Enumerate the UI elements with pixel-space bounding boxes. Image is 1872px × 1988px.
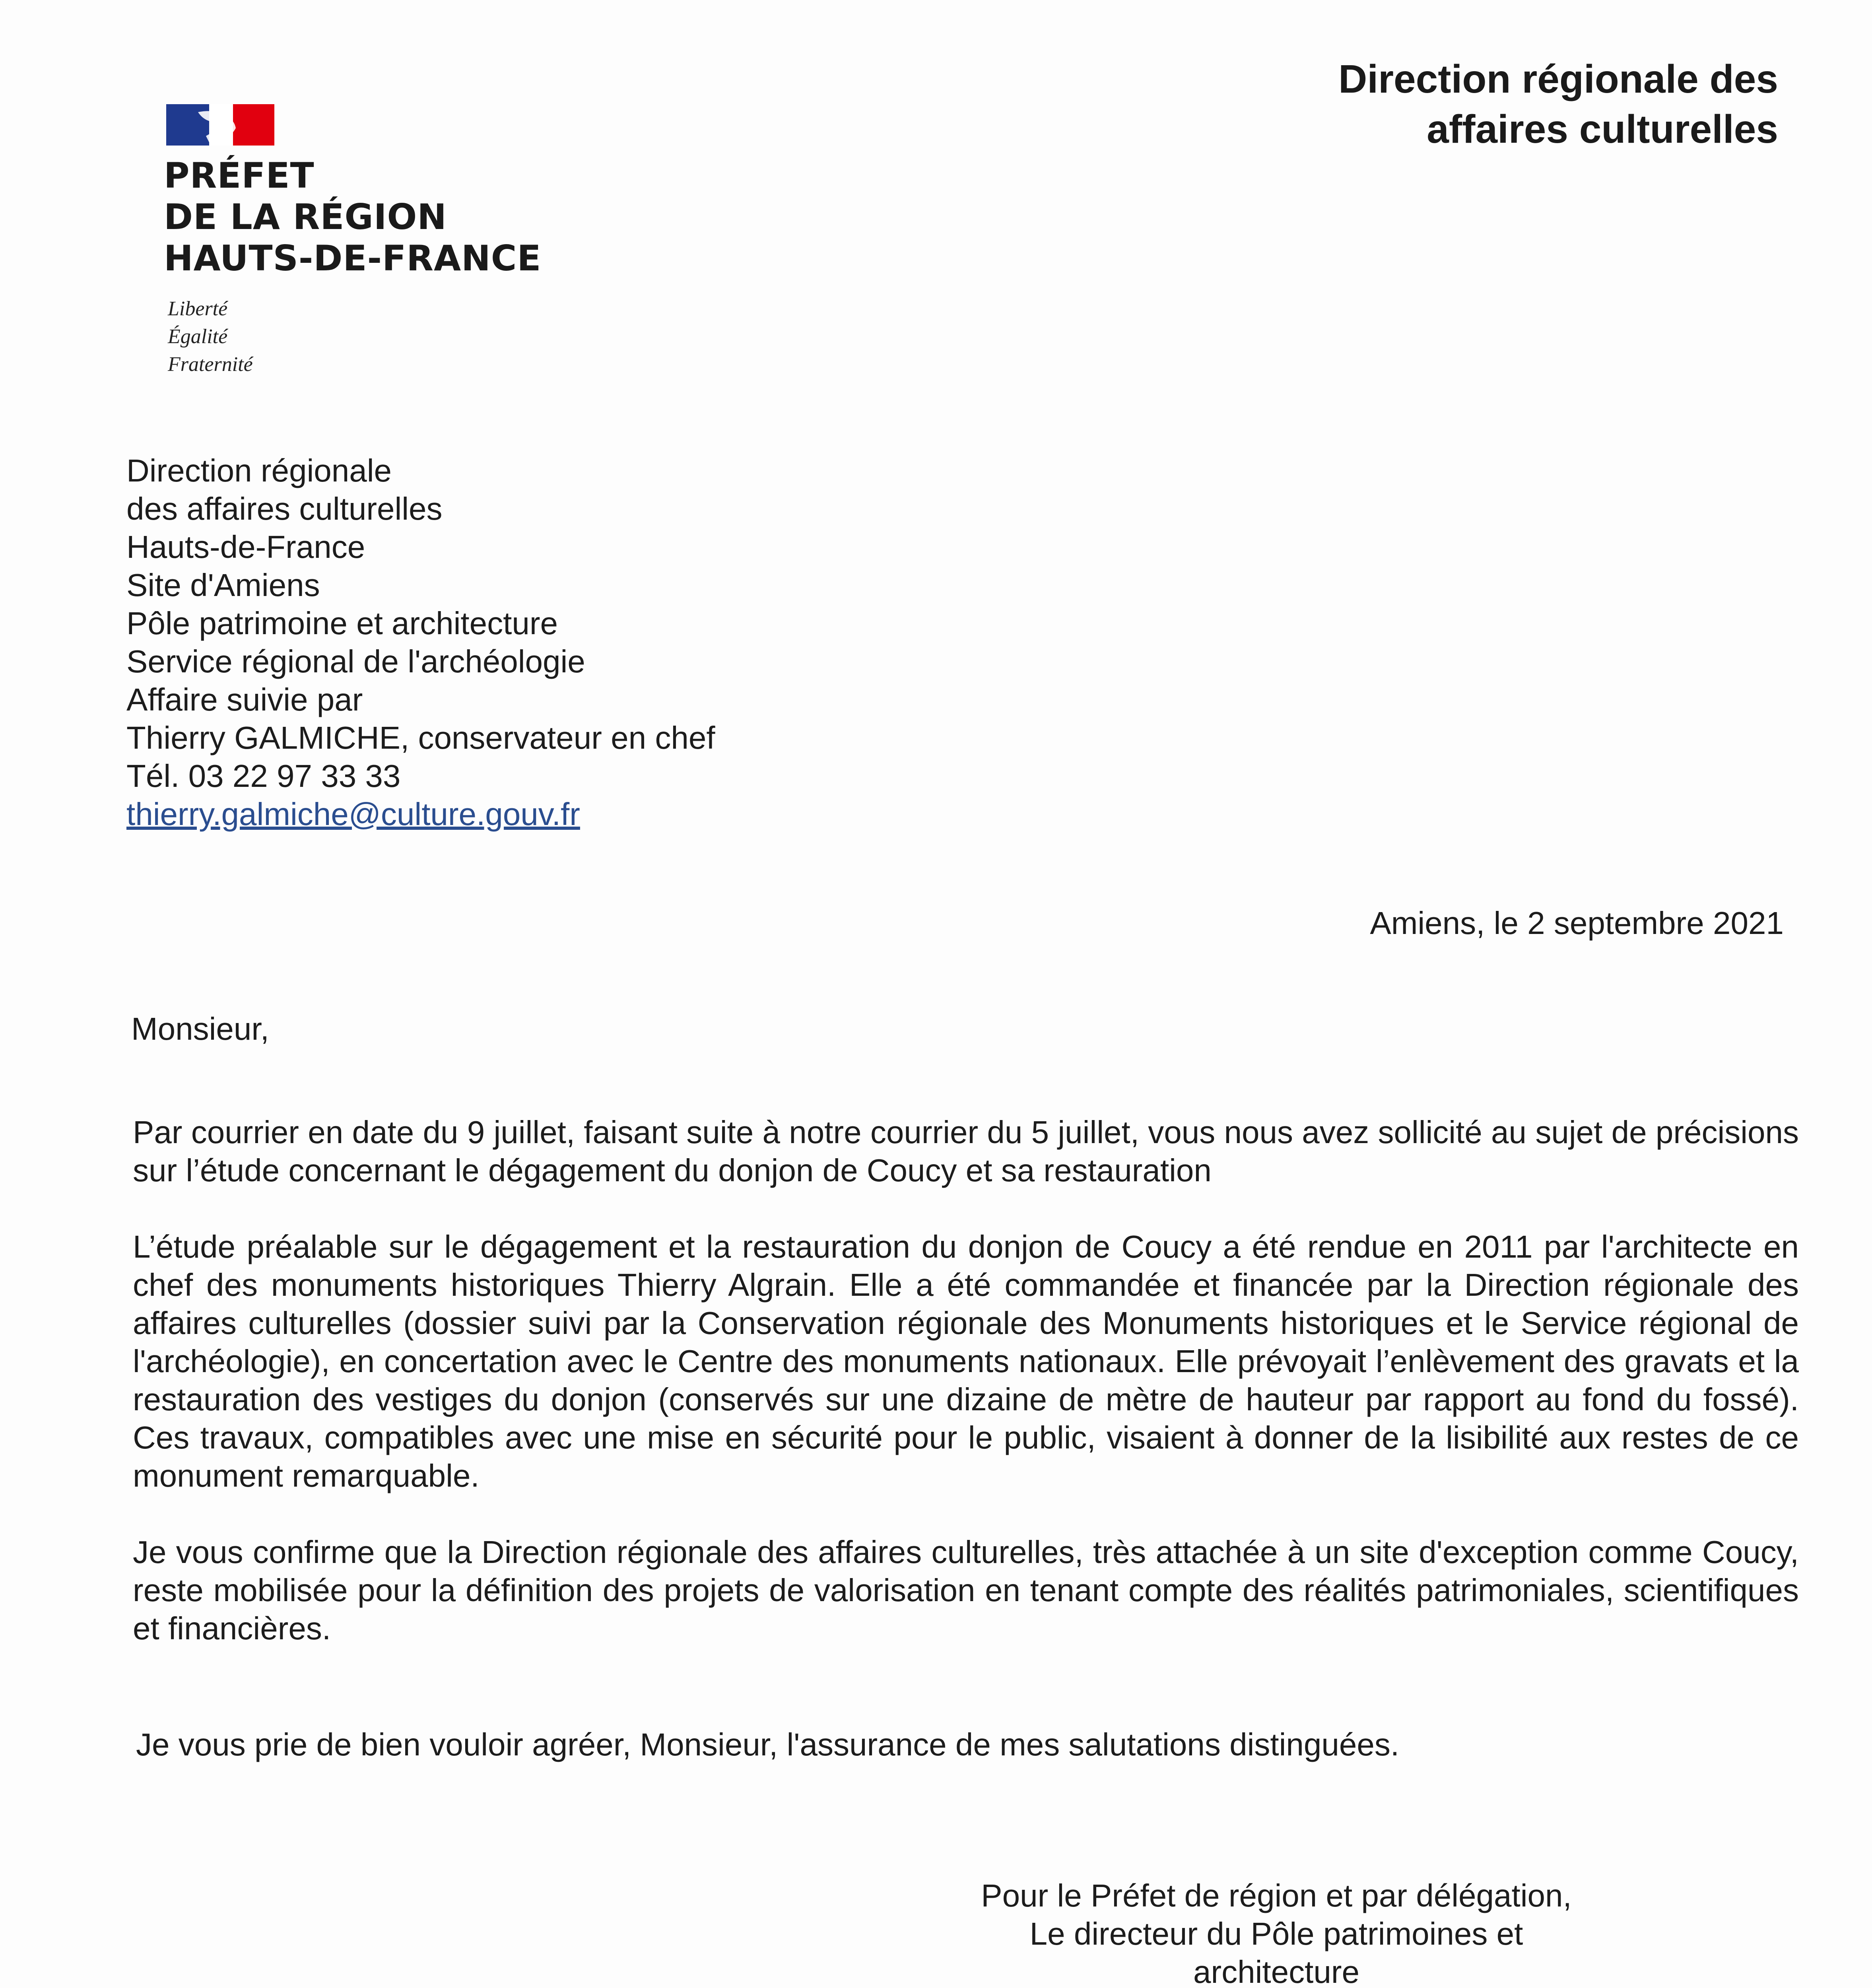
header-title (1338, 54, 1778, 154)
signature-delegation (962, 1877, 1590, 1988)
signature-line: Le directeur du Pôle patrimoines et (1029, 1916, 1523, 1951)
letter-date: Amiens, le 2 septembre 2021 (1370, 905, 1784, 941)
closing-formula: Je vous prie de bien vouloir agréer, Monsieur, l'assurance de mes salutations distinguées. (136, 1727, 1400, 1762)
motto-line: Liberté (168, 297, 228, 320)
signature-line: Pour le Préfet de région et par délégation, (981, 1878, 1572, 1913)
sender-line: Direction régionale (126, 453, 392, 488)
sender-email-link[interactable]: thierry.galmiche@culture.gouv.fr (126, 796, 580, 832)
sender-line: Pôle patrimoine et architecture (126, 606, 558, 641)
motto-line: Fraternité (168, 353, 253, 376)
sender-line: Service régional de l'archéologie (126, 644, 585, 679)
body-paragraph: L’étude préalable sur le dégagement et la restauration du donjon de Coucy a été rendue en 2011 par l'architecte en chef des monuments historiques Thierry Algrain. Elle a été commandée et financée par la Direction régionale des affaires culturelles (dossier suivi par la Conservation régionale des Monuments historiques et le Service régional de l'archéologie), en concertation avec le Centre des monuments nationaux. Elle prévoyait l’enlèvement des gravats et la restauration des vestiges du donjon (conservés sur une dizaine de mètre de hauteur par rapport au fond du fossé). Ces travaux, compatibles avec une mise en sécurité pour le public, visaient à donner de la lisibilité aux restes de ce monument remarquable. (133, 1229, 1799, 1493)
header-title-line: Direction régionale des (1338, 57, 1778, 101)
sender-line: Affaire suivie par (126, 682, 363, 717)
sender-address-block (126, 452, 715, 833)
sender-line: Site d'Amiens (126, 567, 320, 603)
letter-body (133, 1113, 1799, 1686)
marianne-flag-icon (166, 104, 274, 146)
sender-line: Thierry GALMICHE, conservateur en chef (126, 720, 715, 755)
signature-line: architecture (1193, 1954, 1359, 1988)
salutation: Monsieur, (131, 1011, 269, 1046)
logo-title-line: HAUTS-DE-FRANCE (164, 238, 542, 279)
body-paragraph: Par courrier en date du 9 juillet, faisant suite à notre courrier du 5 juillet, vous nous avez sollicité au sujet de précisions sur l’étude concernant le dégagement du donjon de Coucy et sa restauration (133, 1114, 1799, 1188)
logo-title-line: PRÉFET (164, 155, 315, 196)
sender-line: des affaires culturelles (126, 491, 443, 526)
logo-title-line: DE LA RÉGION (164, 196, 447, 237)
prefet-logo-title (164, 155, 541, 279)
header-title-line: affaires culturelles (1427, 107, 1778, 151)
sender-line: Tél. 03 22 97 33 33 (126, 758, 401, 794)
republic-motto (168, 295, 253, 379)
sender-line: Hauts-de-France (126, 529, 365, 565)
body-paragraph: Je vous confirme que la Direction régionale des affaires culturelles, très attachée à un site d'exception comme Coucy, reste mobilisée pour la définition des projets de valorisation en tenant compte des réalités patrimoniales, scientifiques et financières. (133, 1534, 1799, 1646)
motto-line: Égalité (168, 325, 228, 348)
